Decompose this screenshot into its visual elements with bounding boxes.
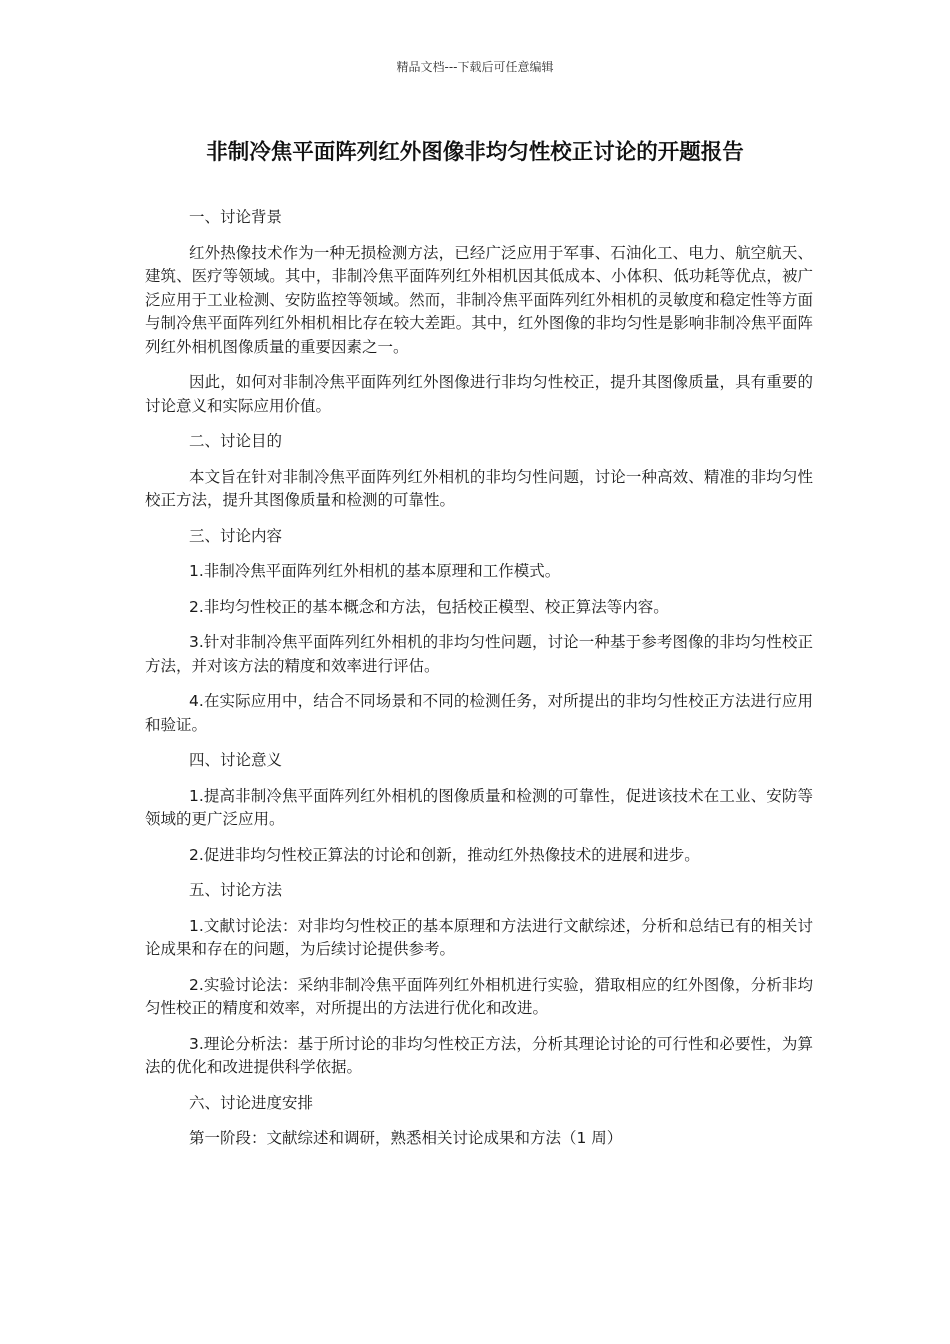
methods-item: 2.实验讨论法：采纳非制冷焦平面阵列红外相机进行实验，猎取相应的红外图像，分析非均匀性校正的精度和效率，对所提出的方法进行优化和改进。 — [145, 975, 813, 1017]
methods-item: 3.理论分析法：基于所讨论的非均匀性校正方法，分析其理论讨论的可行性和必要性，为算法的优化和改进提供科学依据。 — [145, 1034, 813, 1076]
document-title: 非制冷焦平面阵列红外图像非均匀性校正讨论的开题报告 — [206, 140, 744, 165]
section-heading-purpose: 二、讨论目的 — [189, 432, 283, 450]
schedule-item: 第一阶段：文献综述和调研，熟悉相关讨论成果和方法（1 周） — [189, 1129, 623, 1147]
section-heading-significance: 四、讨论意义 — [189, 751, 283, 769]
section-heading-methods: 五、讨论方法 — [189, 881, 283, 899]
content-item: 2.非均匀性校正的基本概念和方法，包括校正模型、校正算法等内容。 — [189, 597, 669, 616]
methods-item: 1.文献讨论法：对非均匀性校正的基本原理和方法进行文献综述，分析和总结已有的相关讨论成果和存在的问题，为后续讨论提供参考。 — [145, 916, 813, 958]
significance-item: 1.提高非制冷焦平面阵列红外相机的图像质量和检测的可靠性，促进该技术在工业、安防等领域的更广泛应用。 — [145, 786, 813, 828]
section-heading-schedule: 六、讨论进度安排 — [189, 1093, 314, 1112]
document-body — [145, 206, 813, 1163]
header-note: 精品文档---下载后可任意编辑 — [396, 60, 554, 74]
content-item: 3.针对非制冷焦平面阵列红外相机的非均匀性问题，讨论一种基于参考图像的非均匀性校正方法，并对该方法的精度和效率进行评估。 — [145, 633, 813, 675]
background-paragraph-1: 红外热像技术作为一种无损检测方法，已经广泛应用于军事、石油化工、电力、航空航天、建筑、医疗等领域。其中，非制冷焦平面阵列红外相机因其低成本、小体积、低功耗等优点，被广泛应用于工业检测、安防监控等领域。然而，非制冷焦平面阵列红外相机的灵敏度和稳定性等方面与制冷焦平面阵列红外相机相比存在较大差距。其中，红外图像的非均匀性是影响非制冷焦平面阵列红外相机图像质量的重要因素之一。 — [145, 243, 813, 356]
content-item: 4.在实际应用中，结合不同场景和不同的检测任务，对所提出的非均匀性校正方法进行应用和验证。 — [145, 692, 813, 734]
background-paragraph-2: 因此，如何对非制冷焦平面阵列红外图像进行非均匀性校正，提升其图像质量，具有重要的讨论意义和实际应用价值。 — [145, 373, 813, 415]
section-heading-content: 三、讨论内容 — [189, 526, 283, 545]
section-heading-background: 一、讨论背景 — [189, 208, 283, 226]
purpose-paragraph-1: 本文旨在针对非制冷焦平面阵列红外相机的非均匀性问题，讨论一种高效、精准的非均匀性校正方法，提升其图像质量和检测的可靠性。 — [145, 467, 813, 509]
content-item: 1.非制冷焦平面阵列红外相机的基本原理和工作模式。 — [189, 562, 561, 580]
significance-item: 2.促进非均匀性校正算法的讨论和创新，推动红外热像技术的进展和进步。 — [189, 845, 700, 864]
